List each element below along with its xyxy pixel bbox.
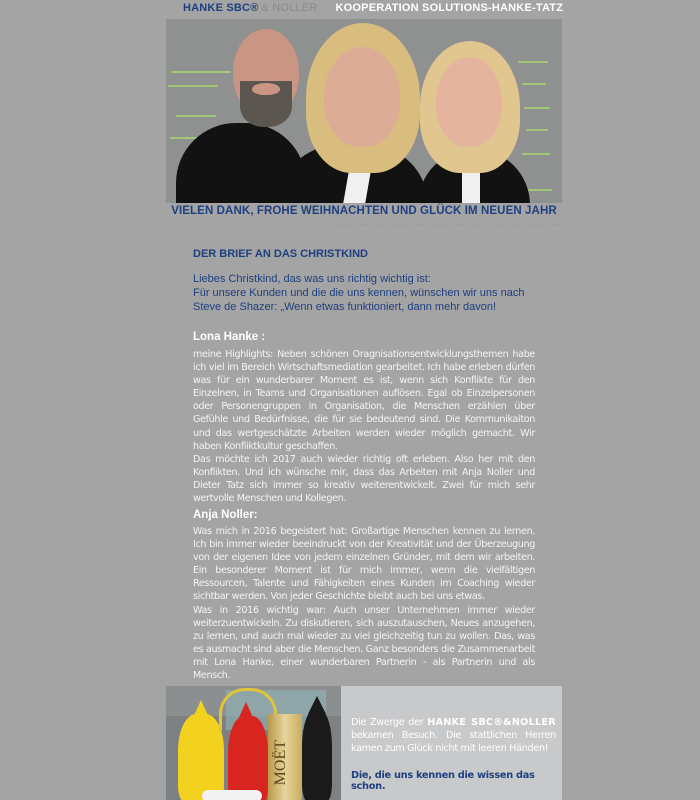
section-body-lona-hanke	[193, 348, 535, 505]
panel-text	[351, 716, 556, 755]
decorative-sparkle	[168, 85, 218, 87]
letter-intro	[193, 272, 543, 314]
divider	[330, 224, 560, 226]
section-heading-lona-hanke: Lona Hanke :	[193, 331, 266, 343]
greeting-headline: VIELEN DANK, FROHE WEIHNACHTEN UND GLÜCK IM NEUEN JAHR	[171, 205, 557, 217]
decorative-sparkle	[526, 129, 548, 131]
paragraph: Was mich in 2016 begeistert hat: Großartige Menschen kennen zu lernen. Ich bin immer wieder beeindruckt von der Kreativität und der Überzeugung von der eigenen Idee von jedem einzelnen Gründer, mit dem wir arbeiten. Ein besonderer Moment ist für mich immer, wenn die vielfältigen Ressourcen, Talente und Fähigkeiten eines Kunden im Coaching wieder sichtbar werden. Von jeder Geschichte bleibt auch bei uns etwas.	[193, 526, 535, 603]
panel-text-prefix: Die Zwerge der	[351, 717, 428, 728]
letter-title: DER BRIEF AN DAS CHRISTKIND	[193, 248, 368, 260]
team-portrait-image	[166, 19, 562, 203]
decorative-sparkle	[528, 189, 552, 191]
paragraph: Was in 2016 wichtig war: Auch unser Unternehmen immer wieder weiterzuentwickeln. Zu diskutieren, sich auszutauschen, Neues anzugehen, zu lernen, und auch mal wieder zu viel gleichzeitig tun zu wollen. Das, was es ausmacht sind aber die Menschen. Ganz besonders die Zusammenarbeit mit Lona Hanke, einer wunderbaren Partnerin - als Partnerin und als Mensch.	[193, 604, 535, 682]
panel-brand: HANKE SBC®&NOLLER	[427, 717, 556, 728]
decorative-sparkle	[176, 115, 216, 117]
brand-name-primary: HANKE SBC®	[183, 2, 259, 14]
decorative-sparkle	[522, 153, 550, 155]
letter-intro-line: Liebes Christkind, das was uns richtig wichtig ist:	[193, 273, 431, 285]
decorative-sparkle	[522, 83, 546, 85]
paragraph: meine Highlights: Neben schönen Oragnisationsentwicklungsthemen habe ich viel im Bereich Wirtschaftsmediation gearbeitet. Ich habe erleben dürfen was für ein wunderbarer Moment es ist, wenn sich Konflikte für den Einzelnen, in Teams und Organisationen auflösen. Egal ob Einzelpersonen oder Personengruppen in Organisation, die Menschen erzählen über Gefühle und Bedürfnisse, die für sie bedeutend sind. Die Kommunikaiton und das wertgeschätzte Arbeiten werden wieder möglich gemacht. Wir haben Konfliktkultur geschaffen.	[193, 349, 535, 452]
brand-logo	[183, 2, 318, 14]
section-body-anja-noller	[193, 525, 535, 682]
paragraph: Das möchte ich 2017 auch wieder richtig oft erleben. Also her mit den Konflikten. Und ich wünsche mir, dass das Arbeiten mit Anja Noller und Dieter Tatz sich immer so kreativ weiterentwickelt. Zwei für mich sehr wertvolle Menschen und Kollegen.	[193, 453, 535, 505]
black-gnome	[302, 710, 332, 800]
header-bar	[183, 1, 563, 15]
yellow-gnome	[178, 714, 224, 800]
letter-intro-line: Steve de Shazer: „Wenn etwas funktioniert, dann mehr davon!	[193, 301, 497, 313]
section-heading-anja-noller: Anja Noller:	[193, 509, 258, 521]
decorative-sparkle	[171, 71, 231, 73]
decorative-sparkle	[518, 61, 548, 63]
letter-intro-line: Für unsere Kunden und die die uns kennen, wünschen wir uns nach	[193, 287, 525, 299]
brand-name-secondary: & NOLLER	[261, 2, 318, 14]
panel-tagline: Die, die uns kennen die wissen das schon.	[351, 770, 535, 792]
decorative-sparkle	[524, 107, 550, 109]
cooperation-label: KOOPERATION SOLUTIONS-HANKE-TATZ	[335, 2, 564, 14]
champagne-box-label: MOËT	[272, 740, 289, 786]
panel-text-suffix: bekamen Besuch. Die stattlichen Herren kamen zum Glück nicht mit leeren Händen!	[351, 730, 556, 754]
gnomes-photo	[166, 686, 341, 800]
bottom-info-panel	[341, 686, 562, 800]
champagne-box	[268, 714, 302, 800]
